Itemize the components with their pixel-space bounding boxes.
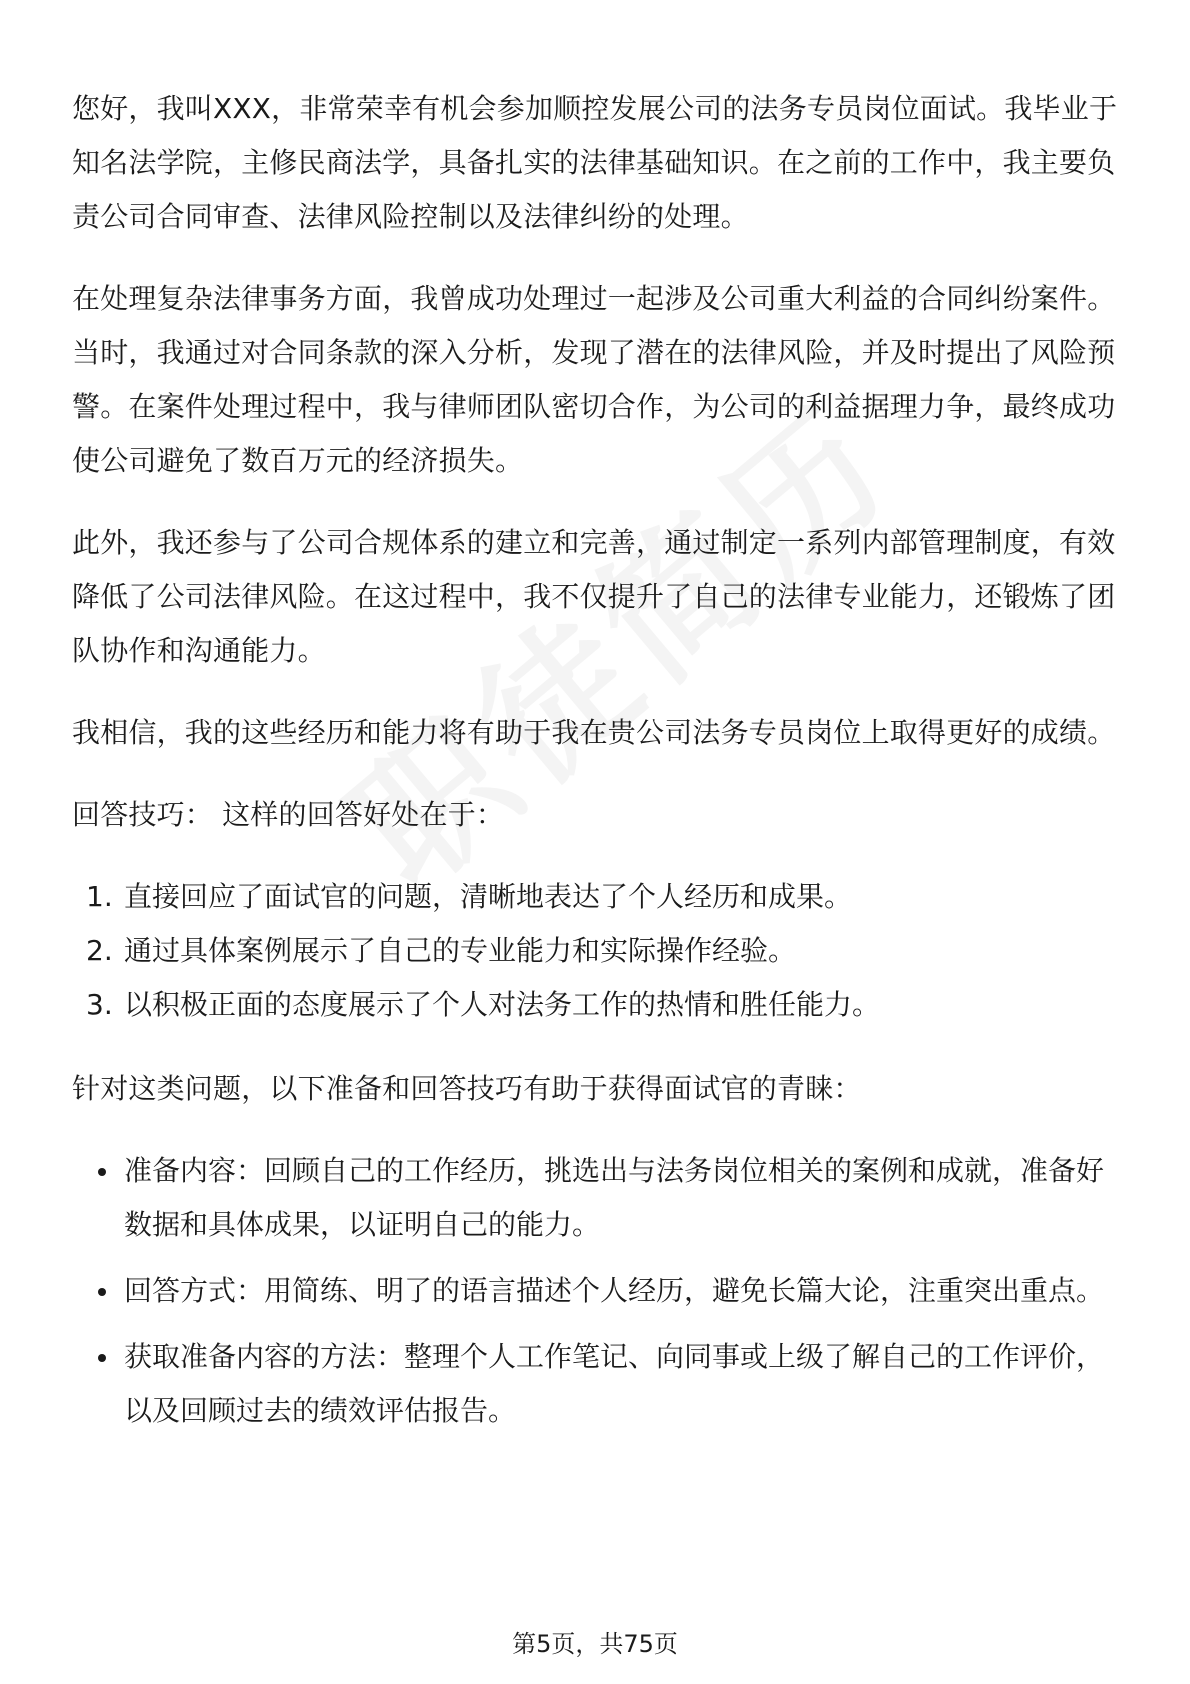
paragraph-case: 在处理复杂法律事务方面，我曾成功处理过一起涉及公司重大利益的合同纠纷案件。当时，我通过对合同条款的深入分析，发现了潜在的法律风险，并及时提出了风险预警。在案件处理过程中，我与律师团队密切合作，为公司的利益据理力争，最终成功使公司避免了数百万元的经济损失。 <box>72 282 1116 477</box>
ordered-list <box>72 870 1122 1032</box>
paragraph-tips-intro: 针对这类问题，以下准备和回答技巧有助于获得面试官的青睐： <box>72 1072 862 1105</box>
bullet-icon <box>98 1288 106 1296</box>
list-number: 3. <box>86 988 113 1021</box>
paragraph-conclusion: 我相信，我的这些经历和能力将有助于我在贵公司法务专员岗位上取得更好的成绩。 <box>72 716 1116 749</box>
list-number: 2. <box>86 934 113 967</box>
list-item-text: 通过具体案例展示了自己的专业能力和实际操作经验。 <box>124 934 797 967</box>
bullet-item <box>72 1330 1122 1438</box>
list-item <box>72 978 1122 1032</box>
paragraph-intro: 您好，我叫XXX，非常荣幸有机会参加顺控发展公司的法务专员岗位面试。我毕业于知名法学院，主修民商法学，具备扎实的法律基础知识。在之前的工作中，我主要负责公司合同审查、法律风险控制以及法律纠纷的处理。 <box>72 92 1118 233</box>
paragraph-compliance: 此外，我还参与了公司合规体系的建立和完善，通过制定一系列内部管理制度，有效降低了公司法律风险。在这过程中，我不仅提升了自己的法律专业能力，还锻炼了团队协作和沟通能力。 <box>72 526 1116 667</box>
list-item <box>72 870 1122 924</box>
bullet-icon <box>98 1354 106 1362</box>
list-item <box>72 924 1122 978</box>
bullet-item-text: 回答方式：用简练、明了的语言描述个人经历，避免长篇大论，注重突出重点。 <box>124 1274 1105 1307</box>
bullet-list <box>72 1144 1122 1438</box>
list-item-text: 以积极正面的态度展示了个人对法务工作的热情和胜任能力。 <box>124 988 881 1021</box>
bullet-item <box>72 1264 1122 1318</box>
page-content <box>72 82 1122 1468</box>
paragraph-tips-heading: 回答技巧： 这样的回答好处在于： <box>72 798 505 831</box>
bullet-item <box>72 1144 1122 1252</box>
list-number: 1. <box>86 880 113 913</box>
bullet-icon <box>98 1168 106 1176</box>
bullet-item-text: 获取准备内容的方法：整理个人工作笔记、向同事或上级了解自己的工作评价，以及回顾过去的绩效评估报告。 <box>124 1340 1105 1427</box>
list-item-text: 直接回应了面试官的问题，清晰地表达了个人经历和成果。 <box>124 880 853 913</box>
page-number-footer: 第5页，共75页 <box>512 1630 678 1658</box>
bullet-item-text: 准备内容：回顾自己的工作经历，挑选出与法务岗位相关的案例和成就，准备好数据和具体成果，以证明自己的能力。 <box>124 1154 1105 1241</box>
